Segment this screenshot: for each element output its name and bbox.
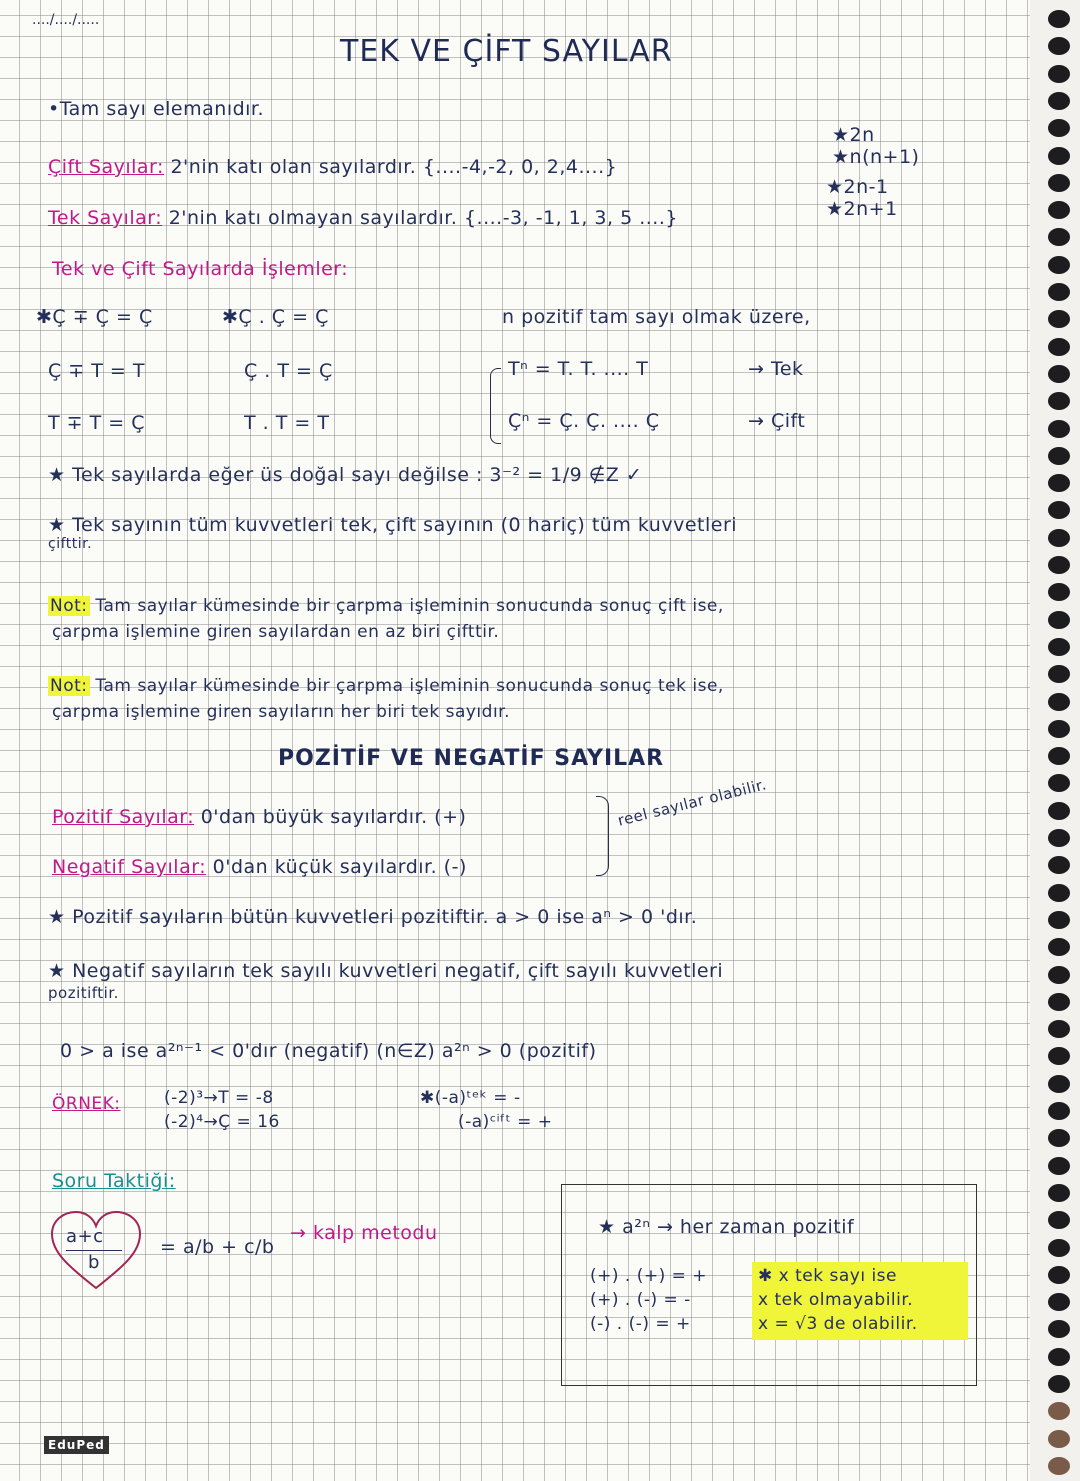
spiral-hole xyxy=(1048,993,1070,1011)
spiral-hole xyxy=(1048,1184,1070,1202)
spiral-hole xyxy=(1048,201,1070,219)
exponent-note: ★ Tek sayılarda eğer üs doğal sayı değilse : 3⁻² = 1/9 ∉Z ✓ xyxy=(48,464,643,486)
not2-line1 xyxy=(48,676,724,696)
spiral-hole xyxy=(1048,966,1070,984)
not1-line1 xyxy=(48,596,724,616)
cift-label: Çift Sayılar: xyxy=(48,156,164,178)
soru-taktigi-label: Soru Taktiği: xyxy=(52,1170,176,1192)
mul-rule: Ç . T = Ç xyxy=(244,360,333,382)
spiral-hole xyxy=(1048,774,1070,792)
section2-title: POZİTİF VE NEGATİF SAYILAR xyxy=(278,746,665,771)
spiral-hole xyxy=(1048,1266,1070,1284)
spiral-hole xyxy=(1048,747,1070,765)
spiral-hole xyxy=(1048,174,1070,192)
tek-note-1: ★2n-1 xyxy=(826,176,889,198)
spiral-hole xyxy=(1048,37,1070,55)
odd-even-exponent-rule: 0 > a ise a²ⁿ⁻¹ < 0'dır (negatif) (n∈Z) a²ⁿ > 0 (pozitif) xyxy=(60,1040,597,1062)
spiral-hole xyxy=(1048,938,1070,956)
reel-bracket xyxy=(596,796,609,876)
spiral-hole xyxy=(1048,1375,1070,1393)
mul-rule: T . T = T xyxy=(244,412,330,434)
powers-note-line2: çifttir. xyxy=(48,536,93,552)
spiral-hole xyxy=(1048,1320,1070,1338)
not2-line2: çarpma işlemine giren sayıların her biri tek sayıdır. xyxy=(52,702,510,722)
spiral-hole xyxy=(1048,802,1070,820)
cift-line xyxy=(48,156,617,178)
negatif-power-line2: pozitiftir. xyxy=(48,984,119,1002)
spiral-hole xyxy=(1048,501,1070,519)
cift-desc: 2'nin katı olan sayılardır. {....-4,-2, 0, 2,4....} xyxy=(170,156,618,178)
spiral-hole xyxy=(1048,911,1070,929)
cift-note-1: ★2n xyxy=(832,124,875,146)
spiral-hole xyxy=(1048,884,1070,902)
add-rule: ✱Ç ∓ Ç = Ç xyxy=(36,306,153,328)
ornek-label: ÖRNEK: xyxy=(52,1094,121,1114)
footer-logo: EduPed xyxy=(44,1436,109,1454)
spiral-hole xyxy=(1048,556,1070,574)
heart-equation: = a/b + c/b xyxy=(160,1236,275,1258)
spiral-hole xyxy=(1048,10,1070,28)
spiral-hole xyxy=(1048,693,1070,711)
pozitif-line xyxy=(52,806,466,828)
sign-rule: (-a)ᶜⁱᶠᵗ = + xyxy=(458,1112,553,1132)
spiral-hole xyxy=(1048,65,1070,83)
pozitif-desc: 0'dan büyük sayılardır. (+) xyxy=(200,806,467,828)
box-hl-line: x = √3 de olabilir. xyxy=(758,1314,918,1334)
not2-label: Not: xyxy=(50,676,88,696)
box-hl-line: ✱ x tek sayı ise xyxy=(758,1266,897,1286)
spiral-hole xyxy=(1048,1129,1070,1147)
spiral-hole xyxy=(1048,583,1070,601)
box-sign: (+) . (+) = + xyxy=(590,1266,708,1286)
spiral-hole xyxy=(1048,829,1070,847)
tek-desc: 2'nin katı olmayan sayılardır. {....-3, -1, 1, 3, 5 ....} xyxy=(168,207,678,229)
spiral-hole xyxy=(1048,529,1070,547)
power-cift-result: → Çift xyxy=(748,410,806,432)
negatif-desc: 0'dan küçük sayılardır. (-) xyxy=(212,856,467,878)
spiral-hole xyxy=(1048,1047,1070,1065)
spiral-hole xyxy=(1048,1293,1070,1311)
tek-note-2: ★2n+1 xyxy=(826,198,898,220)
box-sign: (-) . (-) = + xyxy=(590,1314,691,1334)
heart-fraction-bar xyxy=(66,1250,122,1251)
negatif-power-line1: ★ Negatif sayıların tek sayılı kuvvetleri negatif, çift sayılı kuvvetleri xyxy=(48,960,724,982)
tek-label: Tek Sayılar: xyxy=(48,207,163,229)
sign-rule: ✱(-a)ᵗᵉᵏ = - xyxy=(420,1088,521,1108)
reel-note: reel sayılar olabilir. xyxy=(615,775,769,830)
spiral-hole xyxy=(1048,147,1070,165)
spiral-hole xyxy=(1048,228,1070,246)
spiral-hole xyxy=(1048,1157,1070,1175)
spiral-hole xyxy=(1048,365,1070,383)
not1-label: Not: xyxy=(50,596,88,616)
powers-intro: n pozitif tam sayı olmak üzere, xyxy=(502,306,811,328)
not1-text: Tam sayılar kümesinde bir çarpma işleminin sonucunda sonuç çift ise, xyxy=(95,596,724,616)
date-field: ..../..../..... xyxy=(32,12,100,28)
spiral-hole xyxy=(1048,420,1070,438)
not2-text: Tam sayılar kümesinde bir çarpma işleminin sonucunda sonuç tek ise, xyxy=(95,676,724,696)
spiral-hole xyxy=(1048,447,1070,465)
spiral-hole xyxy=(1048,1348,1070,1366)
cift-note-2: ★n(n+1) xyxy=(832,146,920,168)
negatif-line xyxy=(52,856,467,878)
spiral-hole xyxy=(1048,1239,1070,1257)
spiral-binding xyxy=(1030,0,1080,1481)
spiral-hole xyxy=(1048,338,1070,356)
power-tek-result: → Tek xyxy=(748,358,804,380)
spiral-hole xyxy=(1048,856,1070,874)
pozitif-power-note: ★ Pozitif sayıların bütün kuvvetleri pozitiftir. a > 0 ise aⁿ > 0 'dır. xyxy=(48,906,698,928)
mul-rule: ✱Ç . Ç = Ç xyxy=(222,306,329,328)
add-rule: Ç ∓ T = T xyxy=(48,360,145,382)
intro-line: •Tam sayı elemanıdır. xyxy=(48,98,265,120)
spiral-hole xyxy=(1048,119,1070,137)
negatif-label: Negatif Sayılar: xyxy=(52,856,207,878)
spiral-hole xyxy=(1048,1211,1070,1229)
spiral-hole xyxy=(1048,1020,1070,1038)
not1-line2: çarpma işlemine giren sayılardan en az biri çifttir. xyxy=(52,622,500,642)
spiral-hole xyxy=(1048,310,1070,328)
pozitif-label: Pozitif Sayılar: xyxy=(52,806,195,828)
spiral-hole xyxy=(1048,474,1070,492)
heart-numerator: a+c xyxy=(66,1226,104,1247)
page-title: TEK VE ÇİFT SAYILAR xyxy=(340,34,673,69)
spiral-hole xyxy=(1048,1075,1070,1093)
islemler-heading: Tek ve Çift Sayılarda İşlemler: xyxy=(52,258,349,280)
heart-denominator: b xyxy=(88,1252,100,1273)
box-hl-line: x tek olmayabilir. xyxy=(758,1290,914,1310)
add-rule: T ∓ T = Ç xyxy=(48,412,145,434)
box-sign: (+) . (-) = - xyxy=(590,1290,691,1310)
box-line1: ★ a²ⁿ → her zaman pozitif xyxy=(598,1216,855,1238)
power-tek: Tⁿ = T. T. .... T xyxy=(508,358,649,380)
spiral-hole xyxy=(1048,638,1070,656)
spiral-hole xyxy=(1048,283,1070,301)
spiral-hole xyxy=(1048,392,1070,410)
ornek-line: (-2)⁴→Ç = 16 xyxy=(164,1112,280,1132)
kalp-metodu: → kalp metodu xyxy=(290,1222,438,1244)
spiral-hole xyxy=(1048,720,1070,738)
power-cift: Çⁿ = Ç. Ç. .... Ç xyxy=(508,410,660,432)
powers-bracket xyxy=(490,368,501,444)
spiral-hole xyxy=(1048,665,1070,683)
powers-note-line1: ★ Tek sayının tüm kuvvetleri tek, çift sayının (0 hariç) tüm kuvvetleri xyxy=(48,514,738,536)
spiral-hole xyxy=(1048,256,1070,274)
tek-line xyxy=(48,207,678,229)
spiral-hole xyxy=(1048,92,1070,110)
spiral-hole xyxy=(1048,1402,1070,1420)
spiral-hole xyxy=(1048,1102,1070,1120)
ornek-line: (-2)³→T = -8 xyxy=(164,1088,274,1108)
spiral-hole xyxy=(1048,1457,1070,1475)
spiral-hole xyxy=(1048,611,1070,629)
spiral-hole xyxy=(1048,1430,1070,1448)
